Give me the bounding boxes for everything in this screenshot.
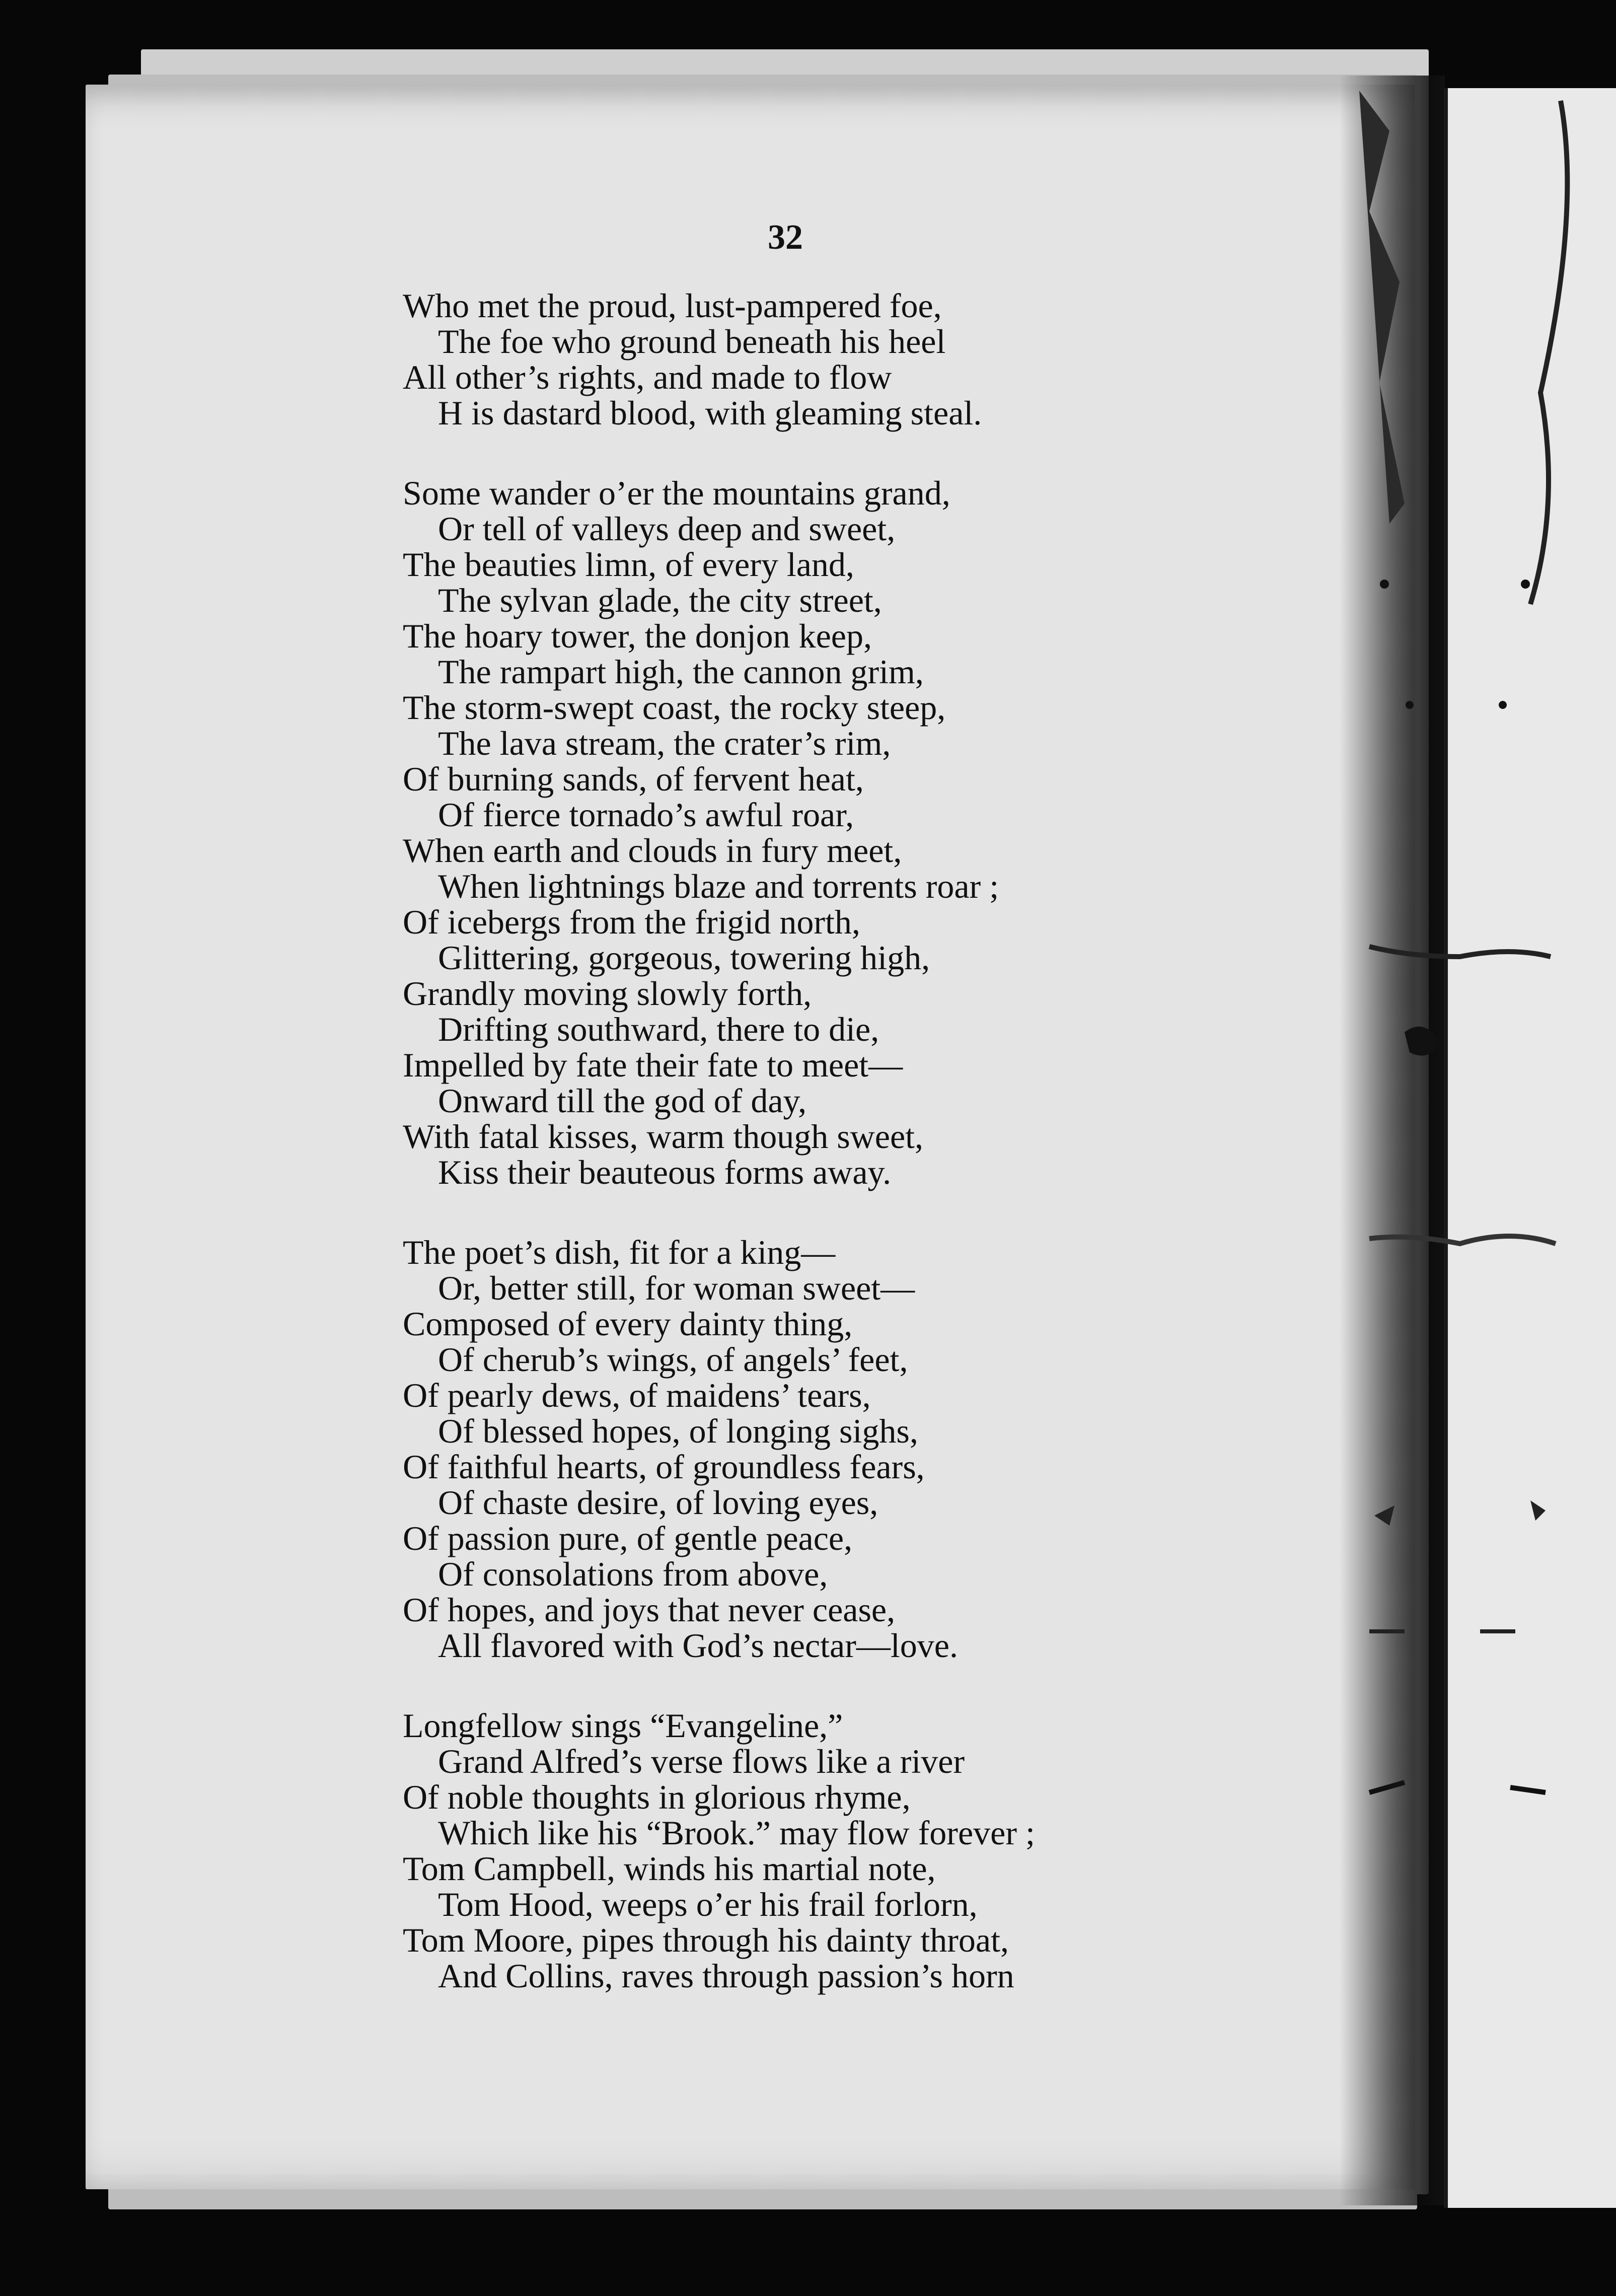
stanza-2	[403, 475, 1148, 1190]
poem-line: And Collins, raves through passion’s horn	[438, 1957, 1014, 1995]
poem-line: Grand Alfred’s verse flows like a river	[438, 1742, 965, 1780]
poem-line: Of passion pure, of gentle peace,	[403, 1519, 853, 1557]
poem-line: Onward till the god of day,	[438, 1082, 807, 1120]
facing-page-fragment	[1445, 88, 1616, 2208]
page-number: 32	[768, 218, 803, 257]
poem-line: Tom Hood, weeps o’er his frail forlorn,	[438, 1885, 978, 1923]
poem-line: All flavored with God’s nectar—love.	[438, 1626, 958, 1665]
poem-line: H is dastard blood, with gleaming steal.	[438, 394, 982, 432]
poem-line: Drifting southward, there to die,	[438, 1010, 879, 1048]
poem-line: Of cherub’s wings, of angels’ feet,	[438, 1340, 908, 1379]
gutter-shadow	[1339, 76, 1445, 2205]
poem-line: Of hopes, and joys that never cease,	[403, 1591, 896, 1629]
poem-line: Of icebergs from the frigid north,	[403, 903, 860, 941]
poem-line: Of fierce tornado’s awful roar,	[438, 796, 854, 834]
stanza-3	[403, 1235, 1148, 1664]
poem-line: Glittering, gorgeous, towering high,	[438, 939, 930, 977]
poem-line: Impelled by fate their fate to meet—	[403, 1046, 903, 1084]
poem-line: Which like his “Brook.” may flow forever ;	[438, 1814, 1035, 1852]
poem-line: When lightnings blaze and torrents roar ;	[438, 867, 999, 905]
poem-line: Tom Moore, pipes through his dainty throat,	[403, 1921, 1009, 1959]
poem-line: Of blessed hopes, of longing sighs,	[438, 1412, 918, 1450]
poem-line: Of chaste desire, of loving eyes,	[438, 1483, 878, 1522]
poem-line: Kiss their beauteous forms away.	[438, 1153, 892, 1191]
poem-line: The beauties limn, of every land,	[403, 545, 854, 584]
poem-line: Of pearly dews, of maidens’ tears,	[403, 1376, 871, 1414]
poem-line: The sylvan glade, the city street,	[438, 581, 882, 619]
poem-line: The foe who ground beneath his heel	[438, 322, 946, 361]
poem-line: Or tell of valleys deep and sweet,	[438, 510, 896, 548]
binding-crease	[1444, 88, 1448, 2208]
poem-line: Or, better still, for woman sweet—	[438, 1269, 915, 1307]
poem-line: Longfellow sings “Evangeline,”	[403, 1706, 843, 1745]
poem-line: Grandly moving slowly forth,	[403, 974, 812, 1013]
poem-line: Tom Campbell, winds his martial note,	[403, 1849, 936, 1888]
poem-line: The poet’s dish, fit for a king—	[403, 1233, 836, 1271]
poem-line: With fatal kisses, warm though sweet,	[403, 1117, 924, 1156]
poem-line: Who met the proud, lust-pampered foe,	[403, 286, 942, 325]
stanza-1	[403, 288, 1148, 431]
stanza-4	[403, 1708, 1148, 1994]
poem-line: When earth and clouds in fury meet,	[403, 831, 902, 870]
poem-line: Composed of every dainty thing,	[403, 1305, 853, 1343]
poem-line: Of burning sands, of fervent heat,	[403, 760, 864, 798]
poem-line: Of consolations from above,	[438, 1555, 828, 1593]
poem-line: Of noble thoughts in glorious rhyme,	[403, 1778, 911, 1816]
poem-text	[403, 211, 1148, 1994]
poem-line: The hoary tower, the donjon keep,	[403, 617, 872, 655]
poem-line: The storm-swept coast, the rocky steep,	[403, 688, 946, 727]
poem-line: Some wander o’er the mountains grand,	[403, 474, 950, 512]
poem-line: Of faithful hearts, of groundless fears,	[403, 1448, 925, 1486]
poem-line: The lava stream, the crater’s rim,	[438, 724, 891, 762]
poem-line: The rampart high, the cannon grim,	[438, 653, 924, 691]
poem-line: All other’s rights, and made to flow	[403, 358, 892, 396]
